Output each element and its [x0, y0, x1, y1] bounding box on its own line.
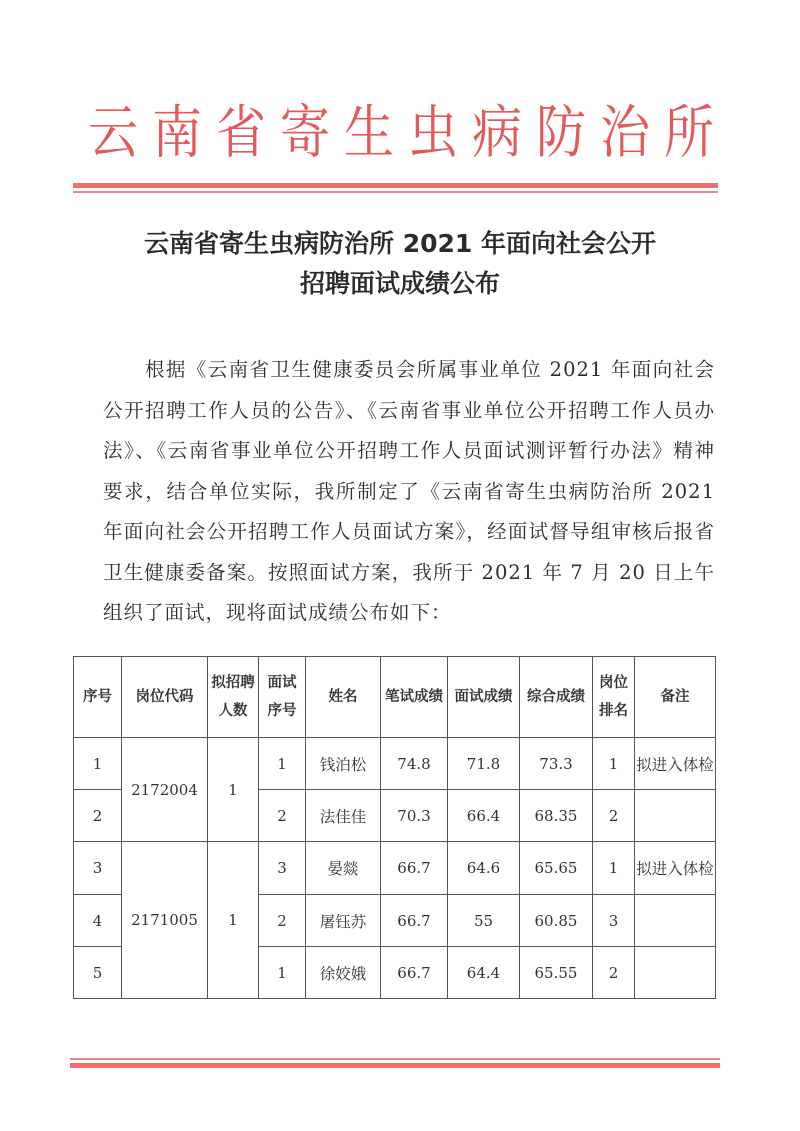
cell-overall-score: 73.3: [520, 738, 593, 790]
header-interview-no-line-2: 序号: [267, 703, 297, 719]
cell-note: [635, 947, 716, 999]
cell-overall-score: 68.35: [520, 790, 593, 842]
cell-interview-no: 1: [259, 947, 306, 999]
cell-seq: 2: [74, 790, 122, 842]
cell-interview-no: 3: [259, 842, 306, 895]
header-interview-no-line-1: 面试: [267, 675, 297, 691]
header-written-score: 笔试成绩: [381, 657, 448, 738]
cell-rank: 1: [593, 842, 635, 895]
letterhead-rule-thin: [73, 191, 718, 193]
cell-post-code: 2171005: [122, 842, 208, 999]
cell-interview-score: 66.4: [448, 790, 520, 842]
table-row: [74, 738, 716, 790]
table-row: [74, 842, 716, 895]
table-header-row: [74, 657, 716, 738]
cell-overall-score: 65.65: [520, 842, 593, 895]
cell-interview-no: 1: [259, 738, 306, 790]
header-rank-line-2: 排名: [599, 703, 628, 719]
cell-rank: 2: [593, 790, 635, 842]
interview-scores-table: [73, 656, 716, 999]
cell-note: 拟进入体检: [635, 842, 716, 895]
cell-interview-score: 71.8: [448, 738, 520, 790]
header-name: 姓名: [306, 657, 381, 738]
header-planned-line-1: 拟招聘: [211, 675, 255, 691]
header-overall-score: 综合成绩: [520, 657, 593, 738]
cell-name: 法佳佳: [306, 790, 381, 842]
header-rank: [593, 657, 635, 738]
cell-interview-score: 64.6: [448, 842, 520, 895]
document-title: [0, 224, 800, 304]
body-paragraph: 根据《云南省卫生健康委员会所属事业单位 2021 年面向社会公开招聘工作人员的公告》、《云南省事业单位公开招聘工作人员办法》、《云南省事业单位公开招聘工作人员面试测评暂行办法》精神要求，结合单位实际，我所制定了《云南省寄生虫病防治所 2021 年面向社会公开招聘工作人员面试方案》，经面试督导组审核后报省卫生健康委备案。按照面试方案，我所于 2021 年 7 月 20 日上午组织了面试，现将面试成绩公布如下：: [103, 358, 715, 624]
cell-interview-no: 2: [259, 895, 306, 947]
cell-written-score: 74.8: [381, 738, 448, 790]
cell-note: [635, 790, 716, 842]
cell-note: [635, 895, 716, 947]
header-interview-no: [259, 657, 306, 738]
cell-interview-no: 2: [259, 790, 306, 842]
header-rank-line-1: 岗位: [599, 675, 628, 691]
header-interview-score: 面试成绩: [448, 657, 520, 738]
header-seq: 序号: [74, 657, 122, 738]
cell-seq: 3: [74, 842, 122, 895]
cell-written-score: 66.7: [381, 895, 448, 947]
cell-planned: 1: [208, 738, 259, 842]
document-title-line-2: 招聘面试成绩公布: [299, 269, 500, 298]
cell-written-score: 66.7: [381, 947, 448, 999]
cell-overall-score: 65.55: [520, 947, 593, 999]
header-planned-line-2: 人数: [218, 703, 248, 719]
cell-rank: 3: [593, 895, 635, 947]
cell-interview-score: 64.4: [448, 947, 520, 999]
cell-overall-score: 60.85: [520, 895, 593, 947]
cell-note: 拟进入体检: [635, 738, 716, 790]
cell-interview-score: 55: [448, 895, 520, 947]
cell-name: 晏燚: [306, 842, 381, 895]
cell-name: 徐姣娥: [306, 947, 381, 999]
letterhead-rule-thick: [73, 183, 718, 188]
cell-written-score: 66.7: [381, 842, 448, 895]
cell-rank: 1: [593, 738, 635, 790]
letterhead-org-name: 云南省寄生虫病防治所: [88, 98, 728, 166]
document-title-line-1: 云南省寄生虫病防治所 2021 年面向社会公开: [144, 229, 656, 258]
cell-seq: 4: [74, 895, 122, 947]
cell-planned: 1: [208, 842, 259, 999]
footer-rule-thick: [70, 1063, 720, 1068]
cell-seq: 1: [74, 738, 122, 790]
header-note: 备注: [635, 657, 716, 738]
cell-written-score: 70.3: [381, 790, 448, 842]
header-planned: [208, 657, 259, 738]
cell-seq: 5: [74, 947, 122, 999]
cell-name: 屠钰苏: [306, 895, 381, 947]
cell-name: 钱泊松: [306, 738, 381, 790]
cell-post-code: 2172004: [122, 738, 208, 842]
header-post-code: 岗位代码: [122, 657, 208, 738]
cell-rank: 2: [593, 947, 635, 999]
footer-rule-thin: [70, 1058, 720, 1060]
